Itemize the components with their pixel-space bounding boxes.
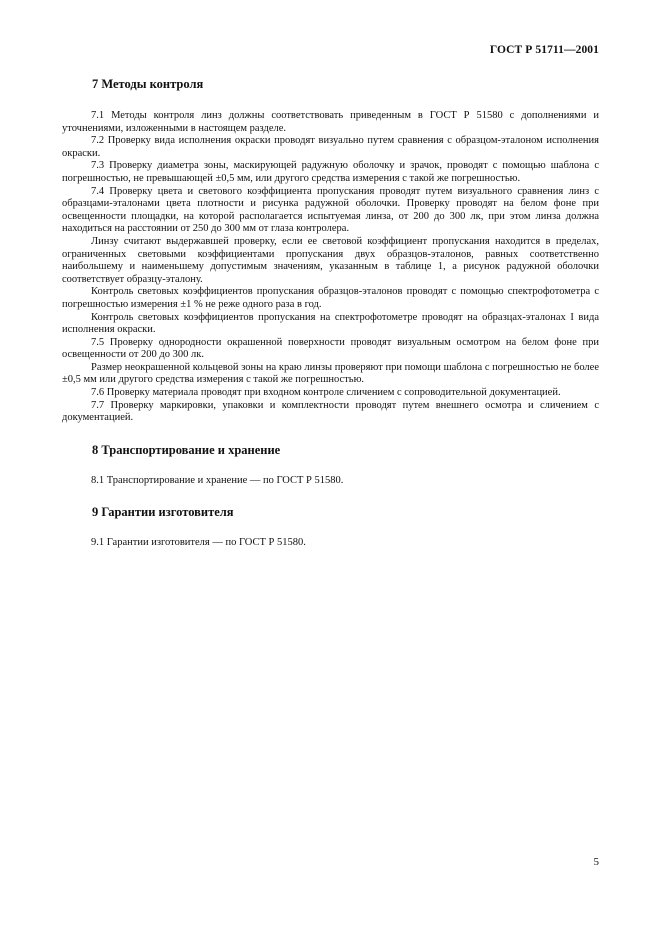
paragraph-7-5: 7.5 Проверку однородности окрашенной поверхности проводят визуальным осмотром на белом фоне при освещенности от 200 до 300 лк. — [62, 336, 599, 361]
section-7 — [62, 76, 599, 425]
paragraph-7-1: 7.1 Методы контроля линз должны соответствовать приведенным в ГОСТ Р 51580 с дополнениями и уточнениями, изложенными в настоящем разделе. — [62, 110, 599, 134]
section-7-title: 7 Методы контроля — [92, 77, 204, 91]
paragraph-9-1: 9.1 Гарантии изготовителя — по ГОСТ Р 51580. — [91, 537, 306, 549]
page-number: 5 — [593, 856, 599, 868]
paragraph-8-1: 8.1 Транспортирование и хранение — по ГОСТ Р 51580. — [91, 474, 344, 486]
paragraph-7-2: 7.2 Проверку вида исполнения окраски проводят визуально путем сравнения с образцом-эталоном исполнения окраски. — [62, 135, 599, 159]
paragraph-7-4-spectro-control: Контроль световых коэффициентов пропускания образцов-эталонов проводят с помощью спектрофотометра с погрешностью измерения ±1 % не реже одного раза в год. — [62, 286, 599, 310]
paragraph-7-5-zone-size: Размер неокрашенной кольцевой зоны на краю линзы проверяют при помощи шаблона с погрешностью не более ±0,5 мм или другого средства измерения с такой же погрешностью. — [62, 361, 599, 386]
document-code-header: ГОСТ Р 51711—2001 — [489, 44, 599, 56]
paragraph-7-6: 7.6 Проверку материала проводят при входном контроле сличением с сопроводительной документацией. — [91, 387, 561, 399]
section-9 — [62, 504, 599, 550]
paragraph-7-4: 7.4 Проверку цвета и световогo коэффициента пропускания проводят путем визуального сравнения линз с образцами-эталонами цвета плотности и рисунка радужной оболочки. Проверку проводят на белом фоне при освещенности площадки, на которой располагается испытуемая линза, от 200 до 300 лк, при этом линза должна находиться на расстоянии от 250 до 300 мм от глаза контролера. — [62, 185, 599, 235]
section-9-title: 9 Гарантии изготовителя — [92, 505, 234, 520]
paragraph-7-4-spectro-samples: Контроль световых коэффициентов пропускания на спектрофотометре проводят на образцах-эталонах I вида исполнения окраски. — [62, 311, 599, 336]
paragraph-7-3: 7.3 Проверку диаметра зоны, маскирующей радужную оболочку и зрачок, проводят с помощью шаблона с погрешностью, не превышающей ±0,5 мм, или другого средства измерения с такой же погрешностью. — [62, 160, 599, 184]
section-8 — [62, 442, 599, 488]
paragraph-7-4-pass-criteria: Линзу считают выдержавшей проверку, если ее световой коэффициент пропускания находится в пределах, ограниченных световыми коэффициентами пропускания двух образцов-эталонов, равных соответственно наибольшему и наименьшему допустимым значениям, указанным в таблице 1, а рисунок радужной оболочки соответствует образцу-эталону. — [62, 235, 599, 285]
document-body — [62, 76, 599, 550]
section-8-title: 8 Транспортирование и хранение — [92, 442, 281, 457]
paragraph-7-7: 7.7 Проверку маркировки, упаковки и комплектности проводят путем внешнего осмотра и сличением с документацией. — [62, 399, 599, 424]
